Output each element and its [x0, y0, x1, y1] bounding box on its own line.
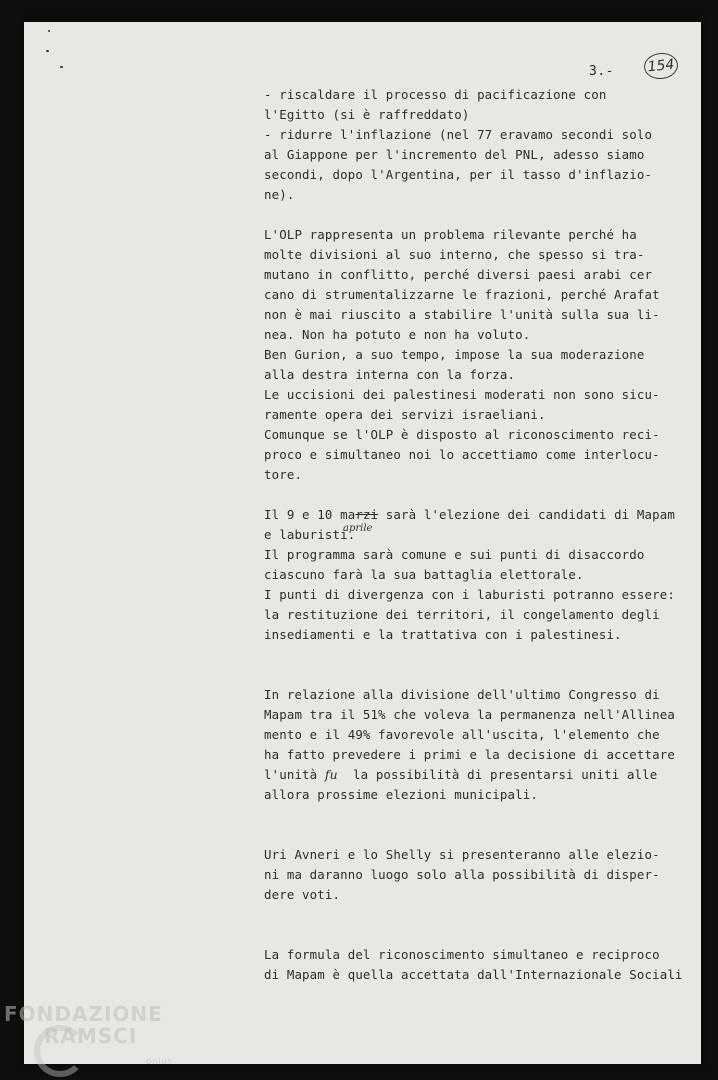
text-line: ramente opera dei servizi israeliani. [264, 407, 546, 422]
text-line [264, 765, 664, 785]
text-line: allora prossime elezioni municipali. [264, 787, 538, 802]
text-line: nea. Non ha potuto e non ha voluto. [264, 327, 531, 342]
text-line: cano di strumentalizzarne le frazioni, perché Arafat [264, 287, 660, 302]
text-fragment: Il 9 e 10 ma [264, 507, 356, 522]
text-line: ni ma daranno luogo solo alla possibilità di disper- [264, 867, 660, 882]
text-line: - riscaldare il processo di pacificazione con [264, 87, 607, 102]
paragraph-olp [264, 225, 664, 485]
paragraph-goals [264, 85, 664, 205]
text-line: ciascuno farà la sua battaglia elettorale. [264, 567, 584, 582]
text-line: Mapam tra il 51% che voleva la permanenza nell'Allinea [264, 707, 675, 722]
text-line: Le uccisioni dei palestinesi moderati non sono sicu- [264, 387, 660, 402]
text-line: Il programma sarà comune e sui punti di disaccordo [264, 547, 645, 562]
text-line: tore. [264, 467, 303, 482]
text-fragment: sarà l'elezione dei candidati di Mapam [378, 507, 675, 522]
text-line: dere voti. [264, 887, 341, 902]
text-line: e laburisti. [264, 527, 356, 542]
text-line: ne). [264, 187, 295, 202]
watermark-line3: onlus [146, 1057, 173, 1067]
text-line: Uri Avneri e lo Shelly si presenteranno alle elezio- [264, 847, 660, 862]
page-number: 3.- [589, 64, 614, 79]
paragraph-avneri [264, 845, 664, 905]
paragraph-formula [264, 945, 683, 985]
handwritten-fu: fu [324, 767, 338, 782]
text-fragment: l'unità [264, 767, 325, 782]
text-line: ha fatto prevedere i primi e la decisione di accettare [264, 747, 675, 762]
paper-speck [48, 30, 50, 32]
paragraph-elections [264, 505, 675, 645]
paper-speck [46, 50, 49, 52]
text-line: Comunque se l'OLP è disposto al riconoscimento reci- [264, 427, 660, 442]
archive-stamp: 154 [643, 51, 680, 80]
text-line: mutano in conflitto, perché diversi paesi arabi cer [264, 267, 653, 282]
text-line: la restituzione dei territori, il congelamento degli [264, 607, 660, 622]
typed-body [264, 85, 683, 985]
text-line: mento e il 49% favorevole all'uscita, l'elemento che [264, 727, 660, 742]
struck-text: rzi [355, 507, 379, 522]
text-line: di Mapam è quella accettata dall'Internazionale Sociali [264, 967, 683, 982]
watermark-line2: RAMSCI [44, 1024, 138, 1048]
paragraph-congress [264, 685, 675, 805]
paper-speck [60, 66, 63, 68]
text-fragment: la possibilità di presentarsi uniti alle [337, 767, 658, 782]
text-line [264, 505, 675, 525]
text-line: insediamenti e la trattativa con i palestinesi. [264, 627, 622, 642]
text-line: Ben Gurion, a suo tempo, impose la sua moderazione [264, 347, 645, 362]
handwritten-insertion: aprile [343, 523, 373, 534]
text-line: al Giappone per l'incremento del PNL, adesso siamo [264, 147, 645, 162]
text-line: - ridurre l'inflazione (nel 77 eravamo secondi solo [264, 127, 653, 142]
text-line: l'Egitto (si è raffreddato) [264, 107, 470, 122]
text-line: L'OLP rappresenta un problema rilevante perché ha [264, 227, 637, 242]
text-line: La formula del riconoscimento simultaneo e reciproco [264, 947, 660, 962]
text-line: alla destra interna con la forza. [264, 367, 516, 382]
text-line: proco e simultaneo noi lo accettiamo come interlocu- [264, 447, 660, 462]
text-line: molte divisioni al suo interno, che spesso si tra- [264, 247, 645, 262]
text-line: secondi, dopo l'Argentina, per il tasso d'inflazio- [264, 167, 653, 182]
text-line: In relazione alla divisione dell'ultimo Congresso di [264, 687, 660, 702]
fondazione-gramsci-watermark [4, 1002, 173, 1067]
text-line: non è mai riuscito a stabilire l'unità sulla sua li- [264, 307, 660, 322]
text-line: I punti di divergenza con i laburisti potranno essere: [264, 587, 675, 602]
watermark-line1: FONDAZIONE [4, 1002, 163, 1026]
